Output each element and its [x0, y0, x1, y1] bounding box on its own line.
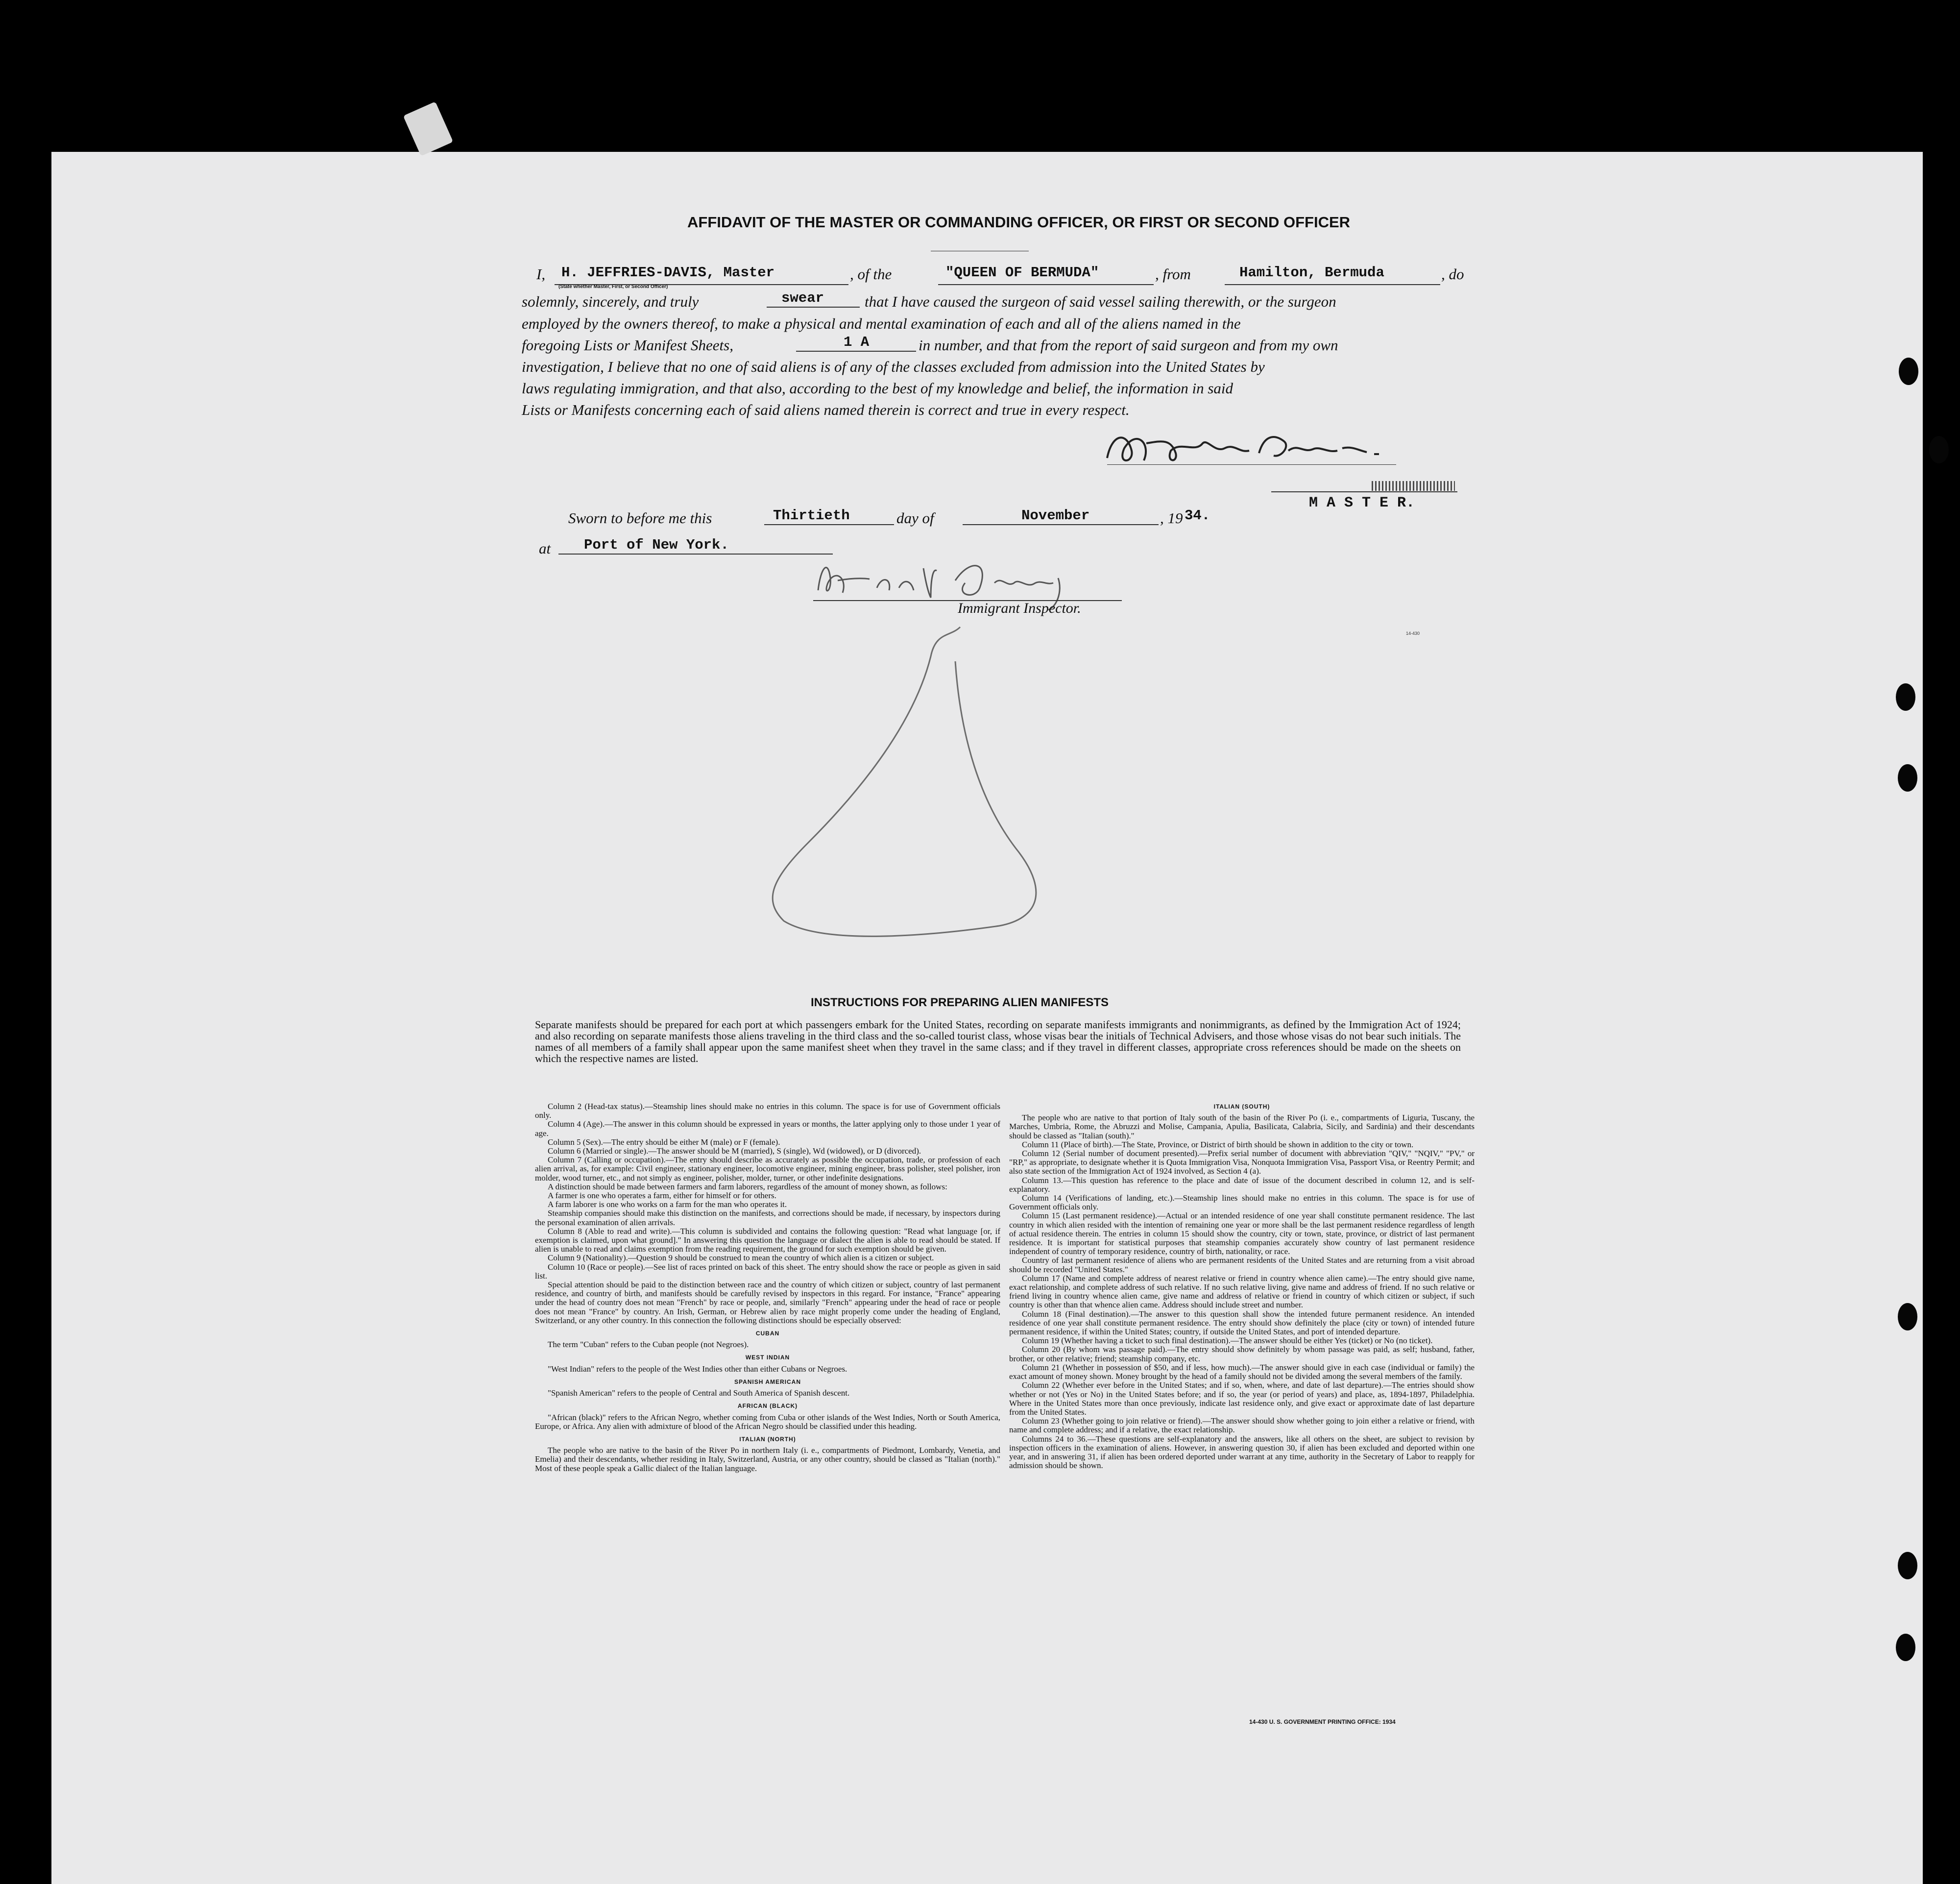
punch-hole	[1898, 1303, 1917, 1330]
punch-hole	[1929, 436, 1949, 463]
instructions-intro: Separate manifests should be prepared for each port at which passengers embark for the United States, recording on separate manifests immigrants and nonimmigrants, as defined by the Immigration Act of 1924; and also recording on separate manifests those aliens traveling in the third class and the so-called tourist class, whose visas bear the initials of Technical Advisers, and those whose visas do not bear such initials. The names of all members of a family shall appear upon the same manifest sheet when they travel in the same class; and if they travel in different classes, appropriate cross references should be made on the sheets on which the respective names are listed.	[535, 1018, 1461, 1064]
section-heading: AFRICAN (BLACK)	[737, 1402, 798, 1410]
section-heading: SPANISH AMERICAN	[734, 1378, 801, 1385]
instruction-paragraph: Column 23 (Whether going to join relative or friend).—The answer should show whether going to join either a relative or friend, with name and complete address; and if a relative, the exact relationship.	[1009, 1416, 1475, 1435]
instruction-paragraph: Column 13.—This question has reference to the place and date of issue of the document described in column 12, and is self-explanatory.	[1009, 1175, 1475, 1194]
instruction-paragraph: Column 17 (Name and complete address of nearest relative or friend in country whence alien came).—The entry should give name, exact relationship, and complete address of such relative. If no such relative living, give name and address of friend. If no such relative or friend living in country whence alien came, give name and address of relative or friend in country of which citizen or subject, if such country is other than that whence alien came. Address should include street and number.	[1009, 1273, 1475, 1310]
master-name: H. JEFFRIES-DAVIS, Master	[561, 265, 775, 281]
instruction-paragraph: Column 2 (Head-tax status).—Steamship lines should make no entries in this column. The space is for use of Government officials only.	[535, 1102, 1000, 1120]
instruction-paragraph: Column 18 (Final destination).—The answer to this question shall show the intended future permanent residence. An intended residence of one year shall constitute permanent residence. The entry should show definitely the place (city or town) of intended future permanent residence, if within the United States; country, if outside the United States, and port of intended departure.	[1009, 1309, 1475, 1337]
instruction-paragraph: Column 22 (Whether ever before in the United States; and if so, when, where, and date of last departure).—The entries should show whether or not (Yes or No) in the United States before; and if so, the year (or period of years) and place, as, 1894-1897, Philadelphia. Where in the United States more than once previously, indicate last residence only, and give exact or approximate date of last departure from the United States.	[1009, 1380, 1475, 1417]
signature-line	[1271, 491, 1457, 492]
section-text: "Spanish American" refers to the people of Central and South America of Spanish descent.	[548, 1388, 850, 1398]
punch-hole	[1898, 764, 1917, 792]
instruction-paragraph: Column 14 (Verifications of landing, etc.).—Steamship lines should make no entries in this column. The space is for use of Government officials only.	[1009, 1193, 1475, 1212]
affidavit-line2: that I have caused the surgeon of said vessel sailing therewith, or the surgeon	[865, 293, 1336, 310]
instruction-paragraph: Column 21 (Whether in possession of $50, and if less, how much).—The answer should give in each case (individual or family) the exact amount of money shown. Money brought by the head of a family should not be divided among the several members of the family.	[1009, 1362, 1475, 1381]
master-signature	[1097, 424, 1401, 478]
instruction-paragraph: Steamship companies should make this distinction on the manifests, and corrections should be made, if necessary, by inspectors during the personal examination of alien arrivals.	[535, 1208, 1000, 1227]
master-label: M A S T E R.	[1309, 495, 1415, 511]
instruction-paragraph: Column 15 (Last permanent residence).—Actual or an intended residence of one year shall constitute permanent residence. The last country in which alien resided with the intention of remaining one year or more shall be the last permanent residence regardless of length of actual residence therein. The entries in column 15 should show the country, city or town, state, province, or district of last permanent residence. It is important for statistical purposes that steamship companies accurately show country of last permanent residence independent of country of temporary residence, country of birth, nationality, or race.	[1009, 1211, 1475, 1256]
form-number: 14-430	[1406, 631, 1420, 636]
affidavit-from: , from	[1155, 266, 1191, 283]
field-line	[767, 307, 860, 308]
affidavit-line7: Lists or Manifests concerning each of said aliens named therein is correct and true in every respect.	[522, 401, 1130, 418]
place: Port of New York.	[584, 537, 729, 553]
instructions-right-column	[1009, 1102, 1475, 1470]
section-text: The people who are native to the basin of the River Po in northern Italy (i. e., compartments of Piedmont, Lombardy, Venetia, and Emelia) and their descendants, whether residing in Italy, Switzerland, Austria, or any other country, should be classed as "Italian (north)." Most of these people speak a Gallic dialect of the Italian language.	[535, 1446, 1000, 1473]
year-suffix: 34.	[1185, 507, 1210, 524]
instruction-paragraph: Column 10 (Race or people).—See list of races printed on back of this sheet. The entry should show the race or people as given in said list.	[535, 1262, 1000, 1280]
affidavit-i: I,	[536, 266, 546, 283]
punch-hole	[1898, 1552, 1917, 1579]
instruction-paragraph: Column 9 (Nationality).—Question 9 should be construed to mean the country of which alien is a citizen or subject.	[548, 1253, 934, 1263]
instruction-paragraph: Column 20 (By whom was passage paid).—The entry should show definitely by whom passage was paid, as self; husband, father, brother, or other relative; friend; steamship company, etc.	[1009, 1345, 1475, 1363]
affidavit-heading: AFFIDAVIT OF THE MASTER OR COMMANDING OFFICER, OR FIRST OR SECOND OFFICER	[687, 214, 1351, 231]
inspector-label: Immigrant Inspector.	[958, 600, 1081, 616]
affidavit-line3: employed by the owners thereof, to make a physical and mental examination of each and all of the aliens named in the	[522, 315, 1241, 332]
section-text: The term "Cuban" refers to the Cuban people (not Negroes).	[548, 1340, 749, 1350]
instructions-title: INSTRUCTIONS FOR PREPARING ALIEN MANIFESTS	[811, 996, 1109, 1009]
year-prefix: , 19	[1160, 509, 1183, 527]
instruction-paragraph: Column 11 (Place of birth).—The State, Province, or District of birth should be shown in addition to the city or town.	[1022, 1139, 1414, 1149]
instruction-paragraph: Column 5 (Sex).—The entry should be either M (male) or F (female).	[548, 1137, 780, 1147]
section-heading: CUBAN	[755, 1330, 780, 1337]
instruction-paragraph: Column 12 (Serial number of document presented).—Prefix serial number of document with abbreviation "QIV," "NQIV," "PV," or "RP," as appropriate, to designate whether it is Quota Immigration Visa, Nonquota Immigration Visa, Passport Visa, or Reentry Permit; and also state section of the Immigration Act of 1924 involved, as Section 4 (a).	[1009, 1149, 1475, 1176]
affidavit-line5: investigation, I believe that no one of said aliens is of any of the classes excluded from admission into the United States by	[522, 358, 1265, 375]
stamp-mark	[1372, 481, 1455, 491]
instruction-paragraph: A farm laborer is one who works on a farm for the man who operates it.	[548, 1200, 787, 1209]
instruction-paragraph: The people who are native to that portion of Italy south of the basin of the River Po (i. e., compartments of Liguria, Tuscany, the Marches, Umbria, Rome, the Abruzzi and Molise, Campania, Apulia, Basilicata, Calabria, Sicily, and Sardinia) and their descendants should be classed as "Italian (south)."	[1009, 1113, 1475, 1140]
field-line	[963, 524, 1159, 525]
affidavit-solemnly: solemnly, sincerely, and truly	[522, 293, 699, 310]
sheets-count: 1 A	[844, 334, 870, 350]
state-note: (State whether Master, First, or Second Officer)	[558, 284, 668, 290]
section-heading: ITALIAN (NORTH)	[739, 1435, 796, 1443]
day-of: day of	[896, 509, 934, 527]
section-text: "West Indian" refers to the people of the West Indies other than either Cubans or Negroes.	[548, 1364, 847, 1374]
affidavit-of-the: , of the	[850, 266, 892, 283]
printing-office-footer: 14-430 U. S. GOVERNMENT PRINTING OFFICE: 1934	[1249, 1718, 1396, 1725]
pencil-mark	[754, 617, 1097, 941]
instruction-paragraph: Column 8 (Able to read and write).—This column is subdivided and contains the following question: "Read what language [or, if exemption is claimed, upon what ground]." In answering this question the language or dialect the alien is able to read should be stated. If alien is unable to read and claims exemption from the reading requirement, the ground for such exemption should be given.	[535, 1226, 1000, 1254]
affidavit-line4b: in number, and that from the report of said surgeon and from my own	[919, 337, 1338, 354]
instruction-paragraph: Column 19 (Whether having a ticket to such final destination).—The answer should be either Yes (ticket) or No (no ticket).	[1022, 1336, 1433, 1346]
field-line	[558, 554, 833, 555]
field-line	[796, 351, 916, 352]
sworn-prefix: Sworn to before me this	[568, 509, 712, 527]
punch-hole	[1899, 358, 1918, 385]
field-line	[938, 284, 1154, 285]
instruction-paragraph: Column 6 (Married or single).—The answer should be M (married), S (single), Wd (widowed), or D (divorced).	[548, 1146, 921, 1156]
sworn-day: Thirtieth	[773, 507, 850, 524]
punch-hole	[1896, 1634, 1915, 1661]
affidavit-do: , do	[1441, 266, 1464, 283]
instruction-paragraph: Country of last permanent residence of aliens who are permanent residents of the United States and are returning from a visit abroad should be recorded "United States."	[1009, 1256, 1475, 1274]
at-label: at	[539, 540, 551, 557]
from-port: Hamilton, Bermuda	[1239, 265, 1384, 281]
signature-line	[1107, 464, 1396, 465]
punch-hole	[1896, 683, 1915, 711]
section-heading: ITALIAN (SOUTH)	[1213, 1103, 1270, 1110]
oath-word: swear	[781, 290, 824, 306]
instruction-paragraph: Columns 24 to 36.—These questions are self-explanatory and the answers, like all others on the sheet, are subject to revision by inspection officers in the examination of aliens. However, in answering question 30, if alien has been excluded and deported within one year, and in answering 31, if alien has been ordered deported under warrant at any time, authority in the Secretary of Labor to reapply for admission should be shown.	[1009, 1434, 1475, 1471]
sworn-month: November	[1021, 507, 1090, 524]
ship-name: "QUEEN OF BERMUDA"	[945, 265, 1099, 281]
instructions-left-column	[535, 1102, 1000, 1473]
instruction-paragraph: A distinction should be made between farmers and farm laborers, regardless of the amount of money shown, as follows:	[548, 1182, 947, 1191]
instruction-paragraph: A farmer is one who operates a farm, either for himself or for others.	[548, 1191, 776, 1201]
instruction-paragraph: Special attention should be paid to the distinction between race and the country of which citizen or subject, country of last permanent residence, and country of birth, and manifests should be carefully revised by inspectors in this regard. For instance, "France" appearing under the head of country does not mean "French" by race or people, and, similarly "French" appearing under the head of race or people does not mean "France" by country. An Irish, German, or Hebrew alien by race might properly come under the heading of England, Switzerland, or any other country. In this connection the following distinctions should be especially observed:	[535, 1280, 1000, 1325]
affidavit-line4a: foregoing Lists or Manifest Sheets,	[522, 337, 733, 354]
section-text: "African (black)" refers to the African Negro, whether coming from Cuba or other islands of the West Indies, North or South America, Europe, or Africa. Any alien with admixture of blood of the African Negro should be classified under this heading.	[535, 1412, 1000, 1431]
affidavit-line6: laws regulating immigration, and that also, according to the best of my knowledge and belief, the information in said	[522, 380, 1234, 397]
instruction-paragraph: Column 7 (Calling or occupation).—The entry should describe as accurately as possible the occupation, trade, or profession of each alien arrival, as, for example: Civil engineer, stationary engineer, locomotive engineer, mining engineer, brass polisher, steel polisher, iron molder, wood turner, etc., and not simply as engineer, polisher, molder, turner, or other indefinite designations.	[535, 1155, 1000, 1183]
section-heading: WEST INDIAN	[745, 1354, 790, 1361]
field-line	[1225, 284, 1440, 285]
instruction-paragraph: Column 4 (Age).—The answer in this column should be expressed in years or months, the latter applying only to those under 1 year of age.	[535, 1119, 1000, 1138]
paper-tab	[403, 101, 453, 156]
field-line	[764, 524, 894, 525]
